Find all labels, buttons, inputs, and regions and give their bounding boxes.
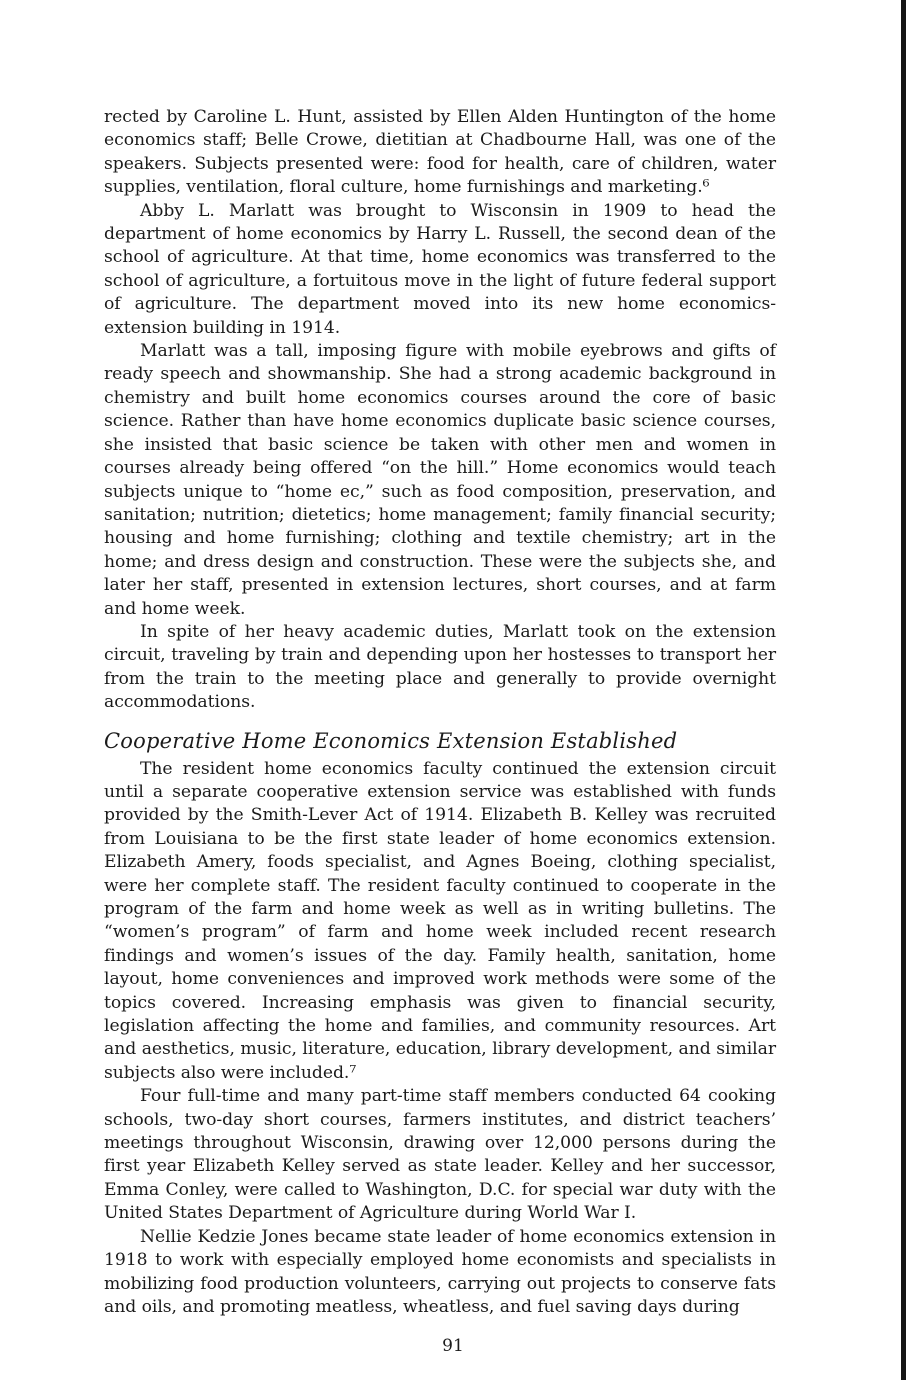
paragraph-marlatt-travel: In spite of her heavy academic duties, Marlatt took on the extension circuit, traveling by train and depending upon her hostesses to transport her from the train to the meeting place and generally to provide overnight accommodations. bbox=[104, 621, 776, 713]
page-body bbox=[104, 106, 776, 1319]
page-edge bbox=[901, 0, 906, 1380]
section-heading: Cooperative Home Economics Extension Established bbox=[104, 728, 678, 753]
paragraph-staff-members: Four full-time and many part-time staff members conducted 64 cooking schools, two-day short courses, farmers institutes, and district teachers’ meetings throughout Wisconsin, drawing over 12,000 persons during the first year Elizabeth Kelley served as state leader. Kelley and her successor, Emma Conley, were called to Washington, D.C. for special war duty with the United States Department of Agriculture during World War I. bbox=[104, 1086, 776, 1224]
paragraph-marlatt-profile: Marlatt was a tall, imposing figure with mobile eyebrows and gifts of ready speech and showmanship. She had a strong academic background in chemistry and built home economics courses around the core of basic science. Rather than have home economics duplicate basic science courses, she insisted that basic science be taken with other men and women in courses already being offered “on the hill.” Home economics would teach subjects unique to “home ec,” such as food composition, preservation, and sanitation; nutrition; dietetics; home management; family financial security; housing and home furnishing; clothing and textile chemistry; art in the home; and dress design and construction. These were the subjects she, and later her staff, presented in extension lectures, short courses, and at farm and home week. bbox=[104, 341, 776, 619]
page-number: 91 bbox=[442, 1336, 464, 1356]
paragraph-continuation: rected by Caroline L. Hunt, assisted by Ellen Alden Huntington of the home economics staff; Belle Crowe, dietitian at Chadbourne Hall, was one of the speakers. Subjects presented were: food for health, care of children, water supplies, ventilation, floral culture, home furnishings and marketing.⁶ bbox=[104, 107, 776, 198]
paragraph-nellie-jones: Nellie Kedzie Jones became state leader of home economics extension in 1918 to work with especially employed home economists and specialists in mobilizing food production volunteers, carrying out projects to conserve fats and oils, and promoting meatless, wheatless, and fuel saving days during bbox=[104, 1226, 776, 1317]
paragraph-marlatt-arrival: Abby L. Marlatt was brought to Wisconsin in 1909 to head the department of home economics by Harry L. Russell, the second dean of the school of agriculture. At that time, home economics was transferred to the school of agriculture, a fortuitous move in the light of future federal support of agriculture. The department moved into its new home economics-extension building in 1914. bbox=[104, 200, 776, 338]
paragraph-extension-service: The resident home economics faculty continued the extension circuit until a separate cooperative extension service was established with funds provided by the Smith-Lever Act of 1914. Elizabeth B. Kelley was recruited from Louisiana to be the first state leader of home economics extension. Elizabeth Amery, foods specialist, and Agnes Boeing, clothing specialist, were her complete staff. The resident faculty continued to cooperate in the program of the farm and home week as well as in writing bulletins. The “women’s program” of farm and home week included recent research findings and women’s issues of the day. Family health, sanitation, home layout, home conveniences and improved work methods were some of the topics covered. Increasing emphasis was given to financial security, legislation affecting the home and families, and community resources. Art and aesthetics, music, literature, education, library development, and similar subjects also were included.⁷ bbox=[104, 758, 776, 1083]
